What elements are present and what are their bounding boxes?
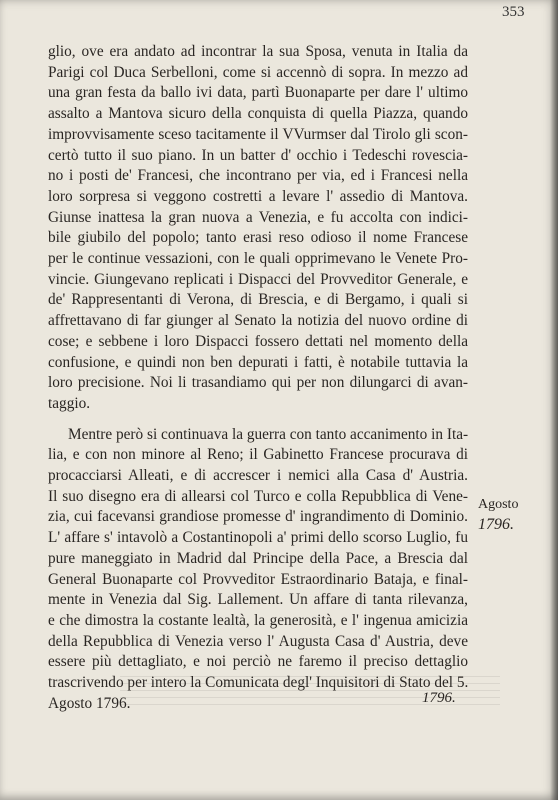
text-line: della Repubblica di Venezia verso l' Augusta Casa d' Austria, deve xyxy=(48,632,468,650)
text-line: per le continue vessazioni, con le quali opprimevano le Venete Pro- xyxy=(48,250,468,268)
text-line: trascrivendo per intero la Comunicata degl' Inquisitori di Stato del 5. xyxy=(48,674,469,692)
text-line: assalto a Mantova sicuro della conquista di quella Piazza, quando xyxy=(48,105,468,123)
margin-note-month: Agosto xyxy=(478,497,519,512)
text-line: confusione, e quindi non ben depurati i fatti, è notabile tuttavia la xyxy=(48,353,468,371)
paragraph-1 xyxy=(48,42,468,415)
text-line: procacciarsi Alleati, e di accrescer i nemici alla Casa d' Austria. xyxy=(48,467,468,485)
text-line: loro precisione. Noi li trasandiamo qui per non dilungarci di avan- xyxy=(48,374,468,392)
text-line: certò tutto il suo piano. In un batter d' occhio i Tedeschi rovescia- xyxy=(48,146,468,164)
text-line: taggio. xyxy=(48,394,91,412)
text-line: de' Rappresentanti di Verona, di Brescia, e di Bergamo, i quali si xyxy=(48,291,468,309)
text-line: zia, cui facevansi grandiose promesse d' ingrandimento di Dominio. xyxy=(48,508,468,526)
text-line: Mentre però si continuava la guerra con tanto accanimento in Ita- xyxy=(68,425,469,443)
text-line: mente in Venezia dal Sig. Lallement. Un affare di tanta rilevanza, xyxy=(48,591,468,609)
text-line: pure maneggiato in Madrid dal Principe della Pace, a Brescia dal xyxy=(48,549,468,567)
text-line: e che dimostra la costante lealtà, la generosità, e l' ingenua amicizia xyxy=(48,611,468,629)
margin-note xyxy=(478,495,518,535)
text-line: no i posti de' Francesi, che incontrano per via, ed i Francesi nella xyxy=(48,167,468,185)
text-line: Il suo disegno era di allearsi col Turco e colla Repubblica di Vene- xyxy=(48,487,468,505)
text-line: lia, e con non minore al Reno; il Gabinetto Francese procurava di xyxy=(48,446,468,464)
text-line: cose; e sebbene i loro Dispacci fossero dettati nel momento della xyxy=(48,332,468,350)
text-line: General Buonaparte col Provveditor Estraordinario Bataja, e final- xyxy=(48,570,468,588)
text-line: vincie. Giungevano replicati i Dispacci del Provveditor Generale, e xyxy=(48,270,468,288)
text-line: Parigi col Duca Serbelloni, come si accennò di sopra. In mezzo ad xyxy=(48,63,468,81)
text-line: glio, ove era andato ad incontrar la sua Sposa, venuta in Italia da xyxy=(48,43,468,60)
text-line: essere più dettagliato, e noi perciò ne faremo il preciso dettaglio xyxy=(48,653,468,671)
paragraph-2 xyxy=(48,425,468,715)
margin-note-year: 1796. xyxy=(478,516,514,533)
page-number: 353 xyxy=(502,4,525,20)
text-line: loro sorpresa si veggono costretti a levare l' assedio di Mantova. xyxy=(48,187,468,205)
text-line: affrettavano di far giunger al Senato la notizia del nuovo ordine di xyxy=(48,312,468,330)
catchword: 1796. xyxy=(422,690,456,706)
text-line: improvvisamente sceso tacitamente il VVurmser dal Tirolo gli scon- xyxy=(48,125,468,143)
text-line: L' affare s' intavolò a Costantinopoli a' primi dello scorso Luglio, fu xyxy=(48,529,468,547)
page-edge-shadow xyxy=(550,0,558,800)
text-line: una gran festa da ballo ivi data, partì Buonaparte per dare l' ultimo xyxy=(48,84,468,102)
text-line: Agosto 1796. xyxy=(48,694,131,712)
paragraph-gap xyxy=(48,415,468,425)
text-line: bile giubilo del popolo; tanto erasi reso odioso il nome Francese xyxy=(48,229,468,247)
text-line: Giunse inattesa la gran nuova a Venezia, e fu accolta con indici- xyxy=(48,208,468,226)
body-text xyxy=(48,42,468,715)
